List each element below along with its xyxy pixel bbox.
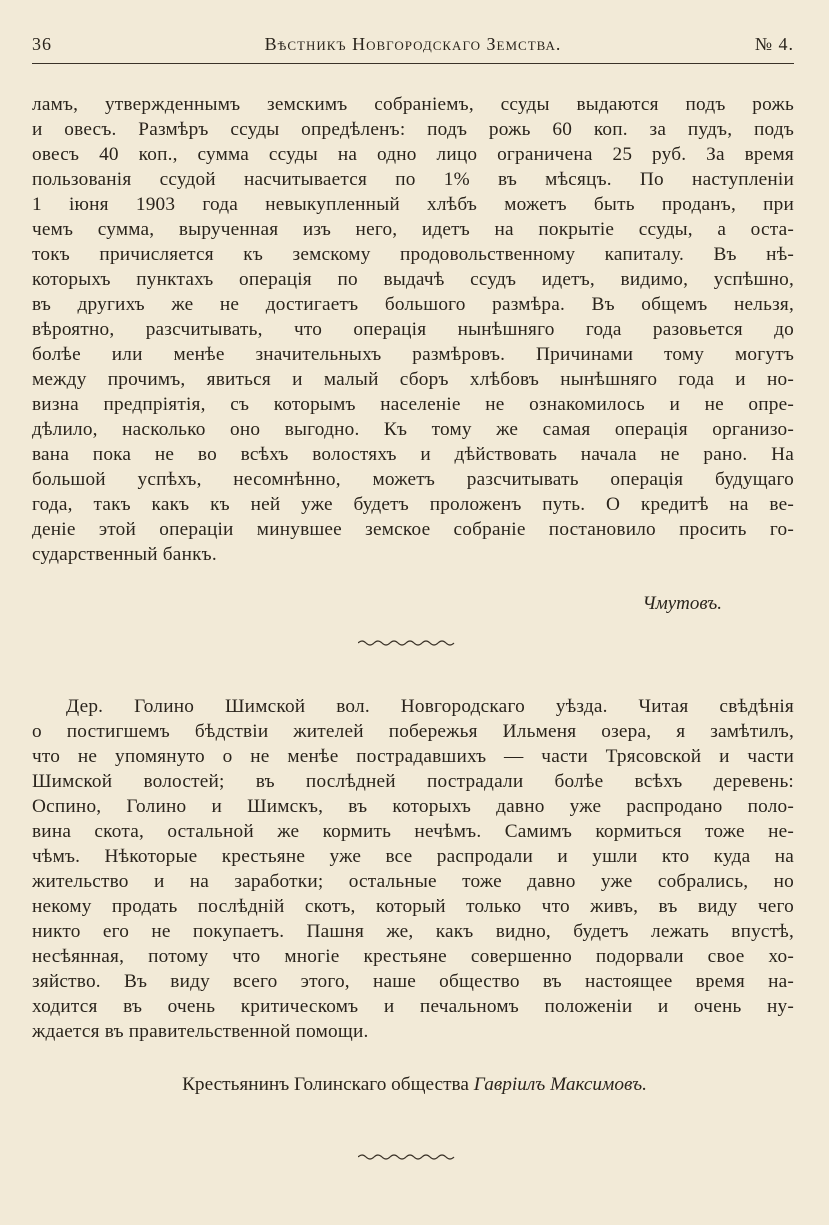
page-number: 36	[32, 34, 52, 54]
end-ornament	[358, 1152, 458, 1162]
journal-title: Вѣстникъ Новгородскаго Земства.	[264, 34, 562, 54]
text-line: ламъ, утвержденнымъ земскимъ собраніемъ, ссуды выдаются подъ рожь	[32, 94, 794, 115]
text-line: между прочимъ, явиться и малый сборъ хлѣбовъ нынѣшняго года и но-	[32, 369, 794, 390]
text-line: большой успѣхъ, несомнѣнно, можетъ разсчитывать операція будущаго	[32, 469, 794, 490]
author-prefix: Крестьянинъ Голинскаго общества	[182, 1074, 469, 1095]
article-2-body	[32, 694, 794, 1044]
text-line: деніе этой операціи минувшее земское собраніе постановило просить го-	[32, 519, 794, 540]
text-line: ждается въ правительственной помощи.	[32, 1021, 369, 1042]
text-line: жительство и на заработки; остальные тоже давно уже собрались, но	[32, 871, 794, 892]
text-line: болѣе или менѣе значительныхъ размѣровъ. Причинами тому могутъ	[32, 344, 794, 365]
text-line: сударственный банкъ.	[32, 544, 217, 565]
text-line: въ другихъ же не достигаетъ большого размѣра. Въ общемъ нельзя,	[32, 294, 794, 315]
divider-ornament	[358, 638, 458, 648]
signature-chmutov: Чмутовъ.	[642, 593, 722, 614]
text-line: пользованія ссудой насчитывается по 1% въ мѣсяцъ. По наступленіи	[32, 169, 794, 190]
text-line: чемъ сумма, вырученная изъ него, идетъ на покрытіе ссуды, а оста-	[32, 219, 794, 240]
author-name: Гавріилъ Максимовъ.	[473, 1074, 647, 1095]
text-line: года, такъ какъ къ ней уже будетъ проложенъ путь. О кредитѣ на ве-	[32, 494, 794, 515]
text-line: вина скота, остальной же кормить нечѣмъ. Самимъ кормиться тоже не-	[32, 821, 794, 842]
text-line: токъ причисляется къ земскому продовольственному капиталу. Въ нѣ-	[32, 244, 794, 265]
text-line: о постигшемъ бѣдствіи жителей побережья Ильменя озера, я замѣтилъ,	[32, 721, 794, 742]
text-line: 1 іюня 1903 года невыкупленный хлѣбъ можетъ быть проданъ, при	[32, 194, 794, 215]
text-line: никто его не покупаетъ. Пашня же, какъ видно, будетъ лежать впустѣ,	[32, 921, 794, 942]
text-line: чѣмъ. Нѣкоторые крестьяне уже все распродали и ушли кто куда на	[32, 846, 794, 867]
text-line: Дер. Голино Шимской вол. Новгородскаго уѣзда. Читая свѣдѣнія	[66, 696, 794, 717]
text-line: некому продать послѣдній скотъ, который только что живъ, въ виду чего	[32, 896, 794, 917]
text-line: вѣроятно, разсчитывать, что операція нынѣшняго года разовьется до	[32, 319, 794, 340]
text-line: вана пока не во всѣхъ волостяхъ и дѣйствовать начала не рано. На	[32, 444, 794, 465]
text-line: которыхъ пунктахъ операція по выдачѣ ссудъ идетъ, видимо, успѣшно,	[32, 269, 794, 290]
header-rule	[32, 63, 794, 64]
issue-number: № 4.	[754, 34, 794, 54]
text-line: что не упомянуто о не менѣе пострадавшихъ — части Трясовской и части	[32, 746, 794, 767]
text-line: Оспино, Голино и Шимскъ, въ которыхъ давно уже распродано поло-	[32, 796, 794, 817]
text-line: визна предпріятія, съ которымъ населеніе не ознакомилось и не опре-	[32, 394, 794, 415]
page-header	[32, 34, 794, 60]
text-line: Шимской волостей; въ послѣдней пострадали болѣе всѣхъ деревень:	[32, 771, 794, 792]
text-line: и овесъ. Размѣръ ссуды опредѣленъ: подъ рожь 60 коп. за пудъ, подъ	[32, 119, 794, 140]
text-line: зяйство. Въ виду всего этого, наше общество въ настоящее время на-	[32, 971, 794, 992]
text-line: ходится въ очень критическомъ и печальномъ положеніи и очень ну-	[32, 996, 794, 1017]
author-line	[0, 1074, 829, 1096]
text-line: дѣлило, насколько оно выгодно. Къ тому же самая операція организо-	[32, 419, 794, 440]
article-1-body	[32, 92, 794, 567]
text-line: овесъ 40 коп., сумма ссуды на одно лицо ограничена 25 руб. За время	[32, 144, 794, 165]
text-line: несѣянная, потому что многіе крестьяне совершенно подорвали свое хо-	[32, 946, 794, 967]
